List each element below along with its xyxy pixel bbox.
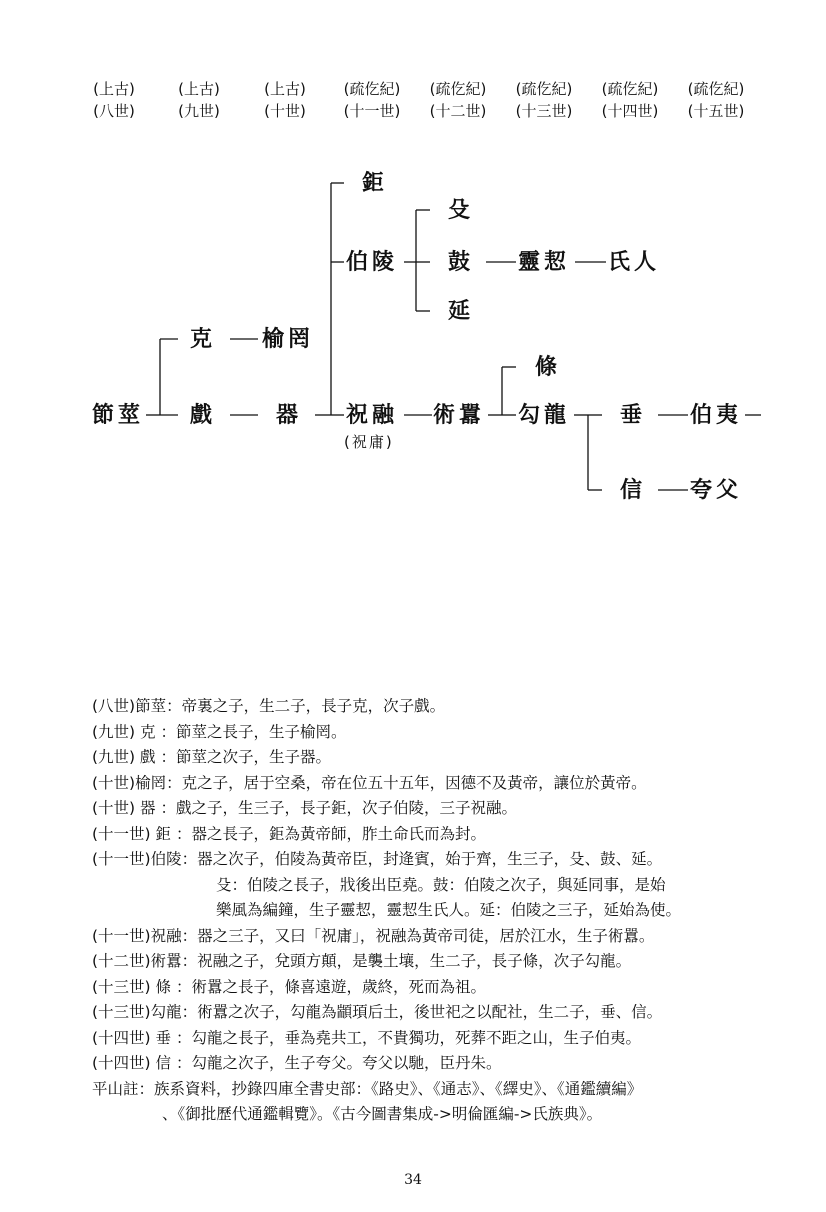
generation-label: (十一世) [343,102,401,120]
note-line: 平山註：族系資料，抄錄四庫全書史部：《路史》、《通志》、《繹史》、《通鑑續編》 [92,1079,643,1098]
note-line: (九世) 戲 ：節莖之次子，生子器。 [92,748,331,766]
node-yan: 延 [448,298,475,324]
note-line: (十世) 器 ：戲之子，生三子，長子鉅，次子伯陵，三子祝融。 [92,799,517,817]
generation-label: (十三世) [515,102,573,120]
node-jiexiu: 節莖 [92,402,145,428]
era-label: (疏仡紀) [515,80,573,98]
node-zhurong: 祝融 [346,402,399,428]
note-line: (十一世)伯陵：器之次子，伯陵為黃帝臣，封逄賓，始于齊，生三子，殳、鼓、延。 [92,850,663,868]
node-zhurong-alias: (祝庸) [344,433,394,451]
generation-label: (十五世) [687,102,745,120]
generation-label: (十四世) [601,102,659,120]
family-tree-connectors [0,0,826,560]
era-label: (疏仡紀) [343,80,401,98]
era-label: (上古) [178,80,220,98]
note-line: 、《御批歷代通鑑輯覽》。《古今圖書集成->明倫匯編->氏族典》。 [162,1105,603,1123]
era-label: (上古) [93,80,135,98]
node-goulong: 勾龍 [518,402,571,428]
note-line: (十一世)祝融：器之三子，又曰「祝庸」，祝融為黃帝司徒，居於江水，生子術囂。 [92,926,655,945]
note-line: (十二世)術囂：祝融之子，兌頭方顛，是襲土壤，生二子，長子條，次子勾龍。 [92,952,632,970]
node-boling: 伯陵 [346,249,399,275]
node-shiren: 氏人 [608,249,661,275]
generation-label: (九世) [178,102,220,120]
note-line: (十四世) 垂 ：勾龍之長子，垂為堯共工，不貴獨功，死葬不距之山，生子伯夷。 [92,1028,641,1047]
generation-label: (十世) [264,102,306,120]
node-lingjie: 靈恝 [518,249,571,275]
era-label: (疏仡紀) [687,80,745,98]
note-line: (八世)節莖：帝裏之子，生二子，長子克，次子戲。 [92,697,446,715]
era-label: (上古) [264,80,306,98]
generation-label: (八世) [93,102,135,120]
node-shuxiao: 術囂 [433,402,486,428]
node-xi: 戲 [190,402,217,428]
note-line: 樂風為編鐘，生子靈恝，靈恝生氏人。延：伯陵之三子，延始為使。 [216,901,682,919]
note-line: (十三世)勾龍：術囂之次子，勾龍為顓頊后土，後世祀之以配社，生二子，垂、信。 [92,1003,663,1021]
note-line: 殳：伯陵之長子，戕後出臣堯。鼓：伯陵之次子，與延同事，是始 [216,875,666,894]
node-xin: 信 [620,477,647,503]
note-line: (十世)榆罔：克之子，居于空桑，帝在位五十五年，因德不及黃帝，讓位於黃帝。 [92,773,647,792]
node-chui: 垂 [620,402,647,428]
page-number: 34 [404,1172,422,1188]
node-shu: 殳 [448,197,475,223]
node-qi: 器 [276,402,303,428]
genealogy-notes [92,694,782,1128]
note-line: (十一世) 鉅 ：器之長子，鉅為黃帝師，胙土命氏而為封。 [92,824,486,843]
node-ju: 鉅 [362,170,389,196]
node-ke: 克 [190,326,217,352]
era-label: (疏仡紀) [601,80,659,98]
note-line: (九世) 克 ：節莖之長子，生子榆罔。 [92,722,347,741]
note-line: (十三世) 條 ：術囂之長子，條喜遠遊，歲終，死而為祖。 [92,977,486,996]
node-boyi: 伯夷 [690,402,743,428]
note-line: (十四世) 信 ：勾龍之次子，生子夸父。夸父以馳，臣丹朱。 [92,1054,502,1072]
node-tiao: 條 [535,354,562,380]
node-gu: 鼓 [448,249,475,275]
node-kuafu: 夸父 [690,477,743,503]
generation-label: (十二世) [429,102,487,120]
era-label: (疏仡紀) [429,80,487,98]
node-yuwang: 榆罔 [262,326,315,352]
